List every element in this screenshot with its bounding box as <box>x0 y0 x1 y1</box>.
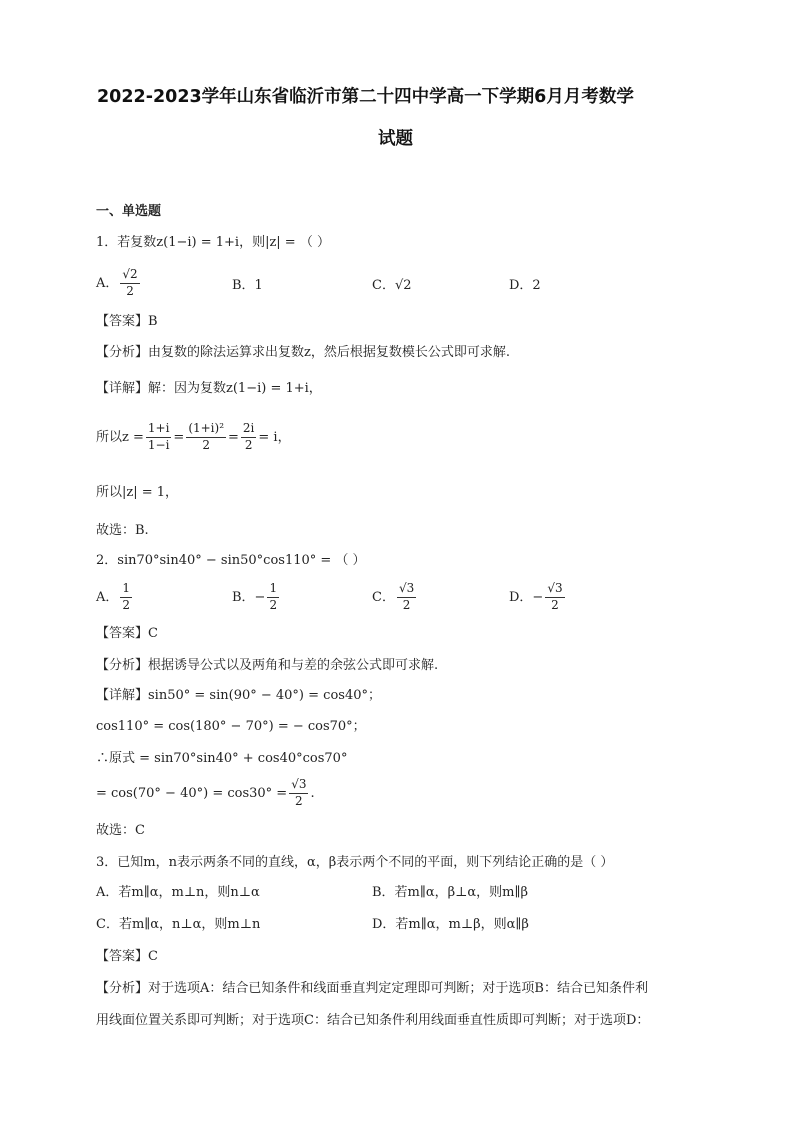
q2-option-a-num: 1 <box>120 582 132 598</box>
q2-detail-text: sin50° = sin(90° − 40°) = cos40°； <box>148 688 381 703</box>
q1-step1-f2-den: 2 <box>202 437 210 452</box>
q2-line2: cos110° = cos(180° − 70°) = − cos70°； <box>96 719 366 734</box>
q3-analysis-text-1: 对于选项A：结合已知条件和线面垂直判定定理即可判断；对于选项B：结合已知条件利 <box>148 981 648 996</box>
q2-option-c-fraction <box>397 582 416 613</box>
q1-option-b: B．1 <box>232 278 263 293</box>
q2-analysis <box>96 659 438 672</box>
q1-option-c-label: C． <box>372 278 395 293</box>
q2-detail-tag: 【详解】 <box>96 688 149 703</box>
q3-analysis-line1 <box>96 982 648 995</box>
q3-answer <box>96 950 158 963</box>
q2-option-d-num: √3 <box>545 582 564 598</box>
q1-detail-text: 解：因为复数z(1−i) = 1+i， <box>148 381 322 396</box>
q2-option-b-label: B．− <box>232 589 266 605</box>
q1-step1-suffix: = i， <box>258 429 291 445</box>
page-title-line1: 2022-2023学年山东省临沂市第二十四中学高一下学期6月月考数学 <box>97 87 634 107</box>
q2-line4-suffix: . <box>310 785 315 801</box>
q1-option-a-numerator: √2 <box>120 268 139 284</box>
q1-answer-tag: 【答案】 <box>96 314 149 329</box>
q1-step1-prefix: 所以z = <box>96 429 144 445</box>
q1-detail <box>96 382 322 395</box>
q2-option-d-fraction <box>545 582 564 613</box>
q1-step2: 所以|z| = 1， <box>96 485 179 500</box>
q2-line4-fraction <box>289 778 308 809</box>
q2-option-c-num: √3 <box>397 582 416 598</box>
q2-stem: 2．sin70°sin40° − sin50°cos110° = （ ） <box>96 553 366 568</box>
q1-step1-eq-1: = <box>173 429 185 445</box>
q1-option-a-fraction <box>120 268 139 299</box>
q1-step1 <box>96 422 291 453</box>
q3-option-b: B．若m∥α，β⊥α，则m∥β <box>372 885 529 900</box>
q3-analysis-line2: 用线面位置关系即可判断；对于选项C：结合已知条件利用线面垂直性质即可判断；对于选项D： <box>96 1013 650 1028</box>
q2-option-a-fraction <box>120 582 132 613</box>
q3-option-d: D．若m∥α，m⊥β，则α∥β <box>372 917 529 932</box>
q2-analysis-text: 根据诱导公式以及两角和与差的余弦公式即可求解. <box>148 658 439 673</box>
q2-line4-prefix: = cos(70° − 40°) = cos30° = <box>96 785 288 801</box>
q1-step1-fraction-3 <box>241 422 256 453</box>
q1-step1-f3-den: 2 <box>244 437 253 452</box>
q3-answer-tag: 【答案】 <box>96 949 149 964</box>
q2-line4-den: 2 <box>295 793 303 808</box>
q1-option-a-label: A． <box>96 275 119 291</box>
q3-option-c: C．若m∥α，n⊥α，则m⊥n <box>96 917 261 932</box>
q2-option-d-label: D．− <box>509 589 544 605</box>
q2-option-c-den: 2 <box>402 597 411 612</box>
q2-option-d-den: 2 <box>551 597 559 612</box>
q1-option-c-value: √2 <box>394 278 412 293</box>
q1-step1-eq-2: = <box>228 429 239 445</box>
q2-conclusion: 故选：C <box>96 823 145 838</box>
q1-option-d: D．2 <box>509 278 541 293</box>
q1-option-a <box>96 268 142 299</box>
q1-option-c <box>372 279 412 292</box>
q2-line4-num: √3 <box>289 778 308 794</box>
q1-detail-tag: 【详解】 <box>96 381 149 396</box>
q2-answer-value: C <box>148 626 158 641</box>
q1-answer-value: B <box>148 314 158 329</box>
q2-option-a-label: A． <box>96 589 119 605</box>
q2-option-d <box>509 582 567 613</box>
q2-analysis-tag: 【分析】 <box>96 658 149 673</box>
page-title-line2: 试题 <box>378 129 413 149</box>
section-heading: 一、单选题 <box>96 204 162 219</box>
q1-step1-f1-num: 1+i <box>146 422 172 438</box>
q1-analysis-text: 由复数的除法运算求出复数z，然后根据复数模长公式即可求解. <box>148 345 510 360</box>
q2-option-b-num: 1 <box>267 582 279 598</box>
q1-step1-f1-den: 1−i <box>147 437 170 452</box>
q1-step1-fraction-1 <box>146 422 172 453</box>
q1-stem: 1．若复数z(1−i) = 1+i，则|z| = （ ） <box>96 235 330 250</box>
q3-answer-value: C <box>148 949 158 964</box>
q2-line3: ∴原式 = sin70°sin40° + cos40°cos70° <box>96 751 348 766</box>
q2-option-c-label: C． <box>372 589 395 605</box>
q1-answer <box>96 315 158 328</box>
q2-option-a <box>96 582 134 613</box>
q1-step1-f2-num: (1+i)² <box>186 422 226 438</box>
q3-option-a: A．若m∥α，m⊥n，则n⊥α <box>96 885 260 900</box>
q2-answer-tag: 【答案】 <box>96 626 149 641</box>
q2-answer <box>96 627 158 640</box>
q1-analysis <box>96 346 510 359</box>
q2-option-b <box>232 582 281 613</box>
q2-detail <box>96 689 381 702</box>
q3-stem: 3．已知m，n表示两条不同的直线，α，β表示两个不同的平面，则下列结论正确的是（ ） <box>96 855 614 870</box>
q1-option-a-denominator: 2 <box>126 283 134 298</box>
q2-option-b-den: 2 <box>269 597 278 612</box>
q1-analysis-tag: 【分析】 <box>96 345 149 360</box>
q1-step1-f3-num: 2i <box>241 422 256 438</box>
q1-conclusion: 故选：B. <box>96 523 149 538</box>
q2-option-a-den: 2 <box>122 597 131 612</box>
q1-step1-fraction-2 <box>186 422 226 453</box>
q3-analysis-tag: 【分析】 <box>96 981 149 996</box>
q2-option-b-fraction <box>267 582 279 613</box>
q2-line4 <box>96 778 315 809</box>
q2-option-c <box>372 582 418 613</box>
